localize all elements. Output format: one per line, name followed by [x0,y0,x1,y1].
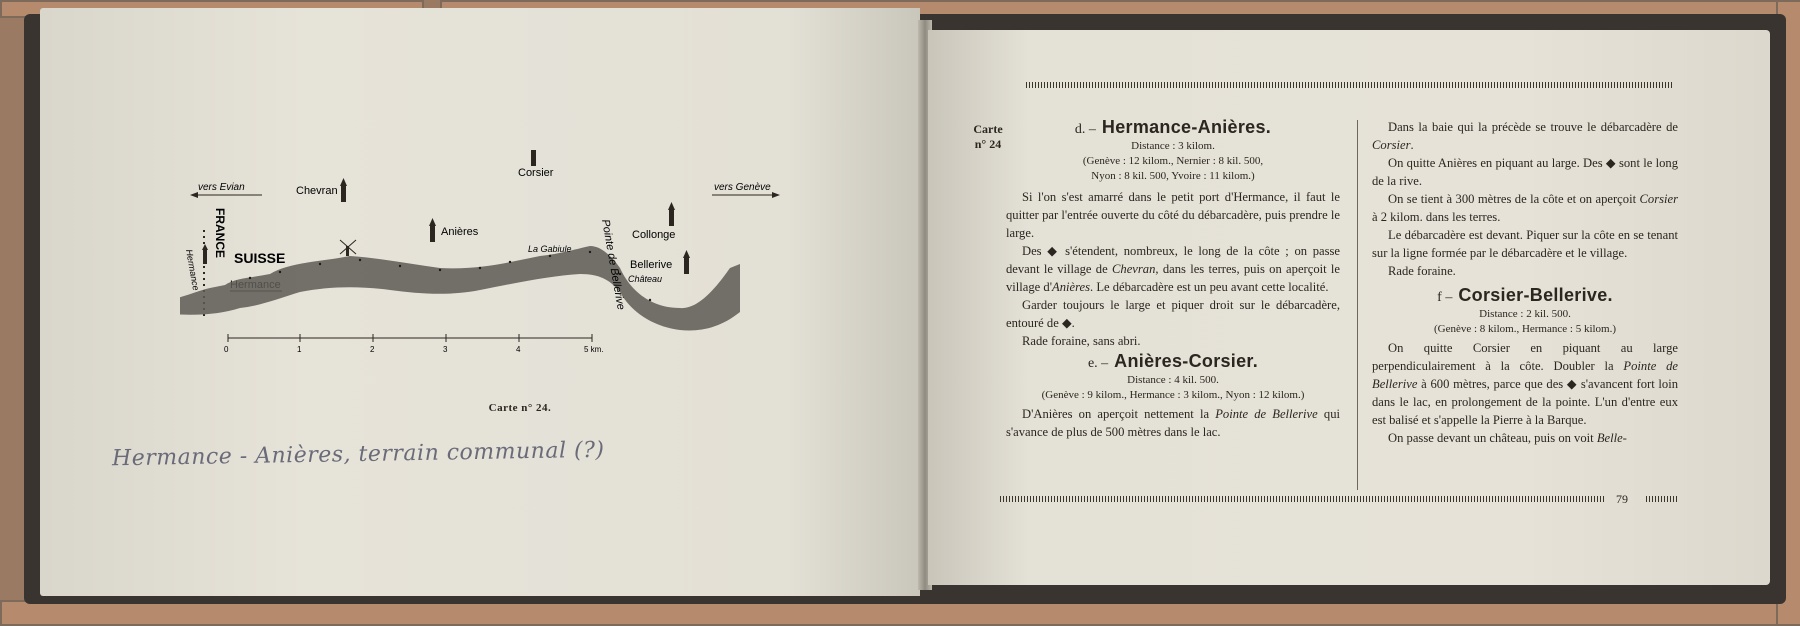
paragraph: On quitte Anières en piquant au large. Des ◆ sont le long de la rive. [1372,156,1678,188]
church-icon [202,244,208,264]
label-france: FRANCE [213,208,227,258]
label-bellerive: Bellerive [630,259,673,271]
scale-bar [224,334,604,354]
column-left [1006,118,1340,441]
label-anieres: Anières [441,226,479,238]
section-d-from: Nyon : 8 kil. 500, Yvoire : 11 kilom.) [1091,170,1255,182]
arrow-vers-geneve [712,182,780,198]
scale-tick: 4 [516,345,521,354]
section-e-letter: e. – [1087,356,1109,371]
label-vers-evian: vers Evian [198,182,245,193]
scale-tick: 1 [297,345,302,354]
paragraph: Le débarcadère est devant. Piquer sur la côte en se tenant sur la ligne formée par le débarcadère et le village. [1372,228,1678,260]
scale-tick: 2 [370,345,375,354]
carte-label [968,122,1008,152]
map-caption: Carte n° 24. [488,402,552,414]
handwritten-note: Hermance - Anières, terrain communal (?) [111,437,605,472]
paragraph: Dans la baie qui la précède se trouve le débarcadère de Corsier. [1372,120,1678,152]
section-e-from: (Genève : 9 kilom., Hermance : 3 kilom., Nyon : 12 kilom.) [1041,389,1305,401]
paragraph: Garder toujours le large et piquer droit sur le débarcadère, entouré de ◆. [1006,298,1340,330]
section-f-heading [1372,286,1678,307]
section-d-from: (Genève : 12 kilom., Nernier : 8 kil. 500, [1082,155,1264,167]
paragraph: On passe devant un château, puis on voit Belle- [1388,431,1627,445]
top-rule [1026,82,1674,88]
label-collonge: Collonge [632,229,676,241]
column-right [1372,118,1678,447]
church-icon [668,202,675,226]
section-f-title: Corsier-Bellerive. [1458,285,1613,305]
section-e-distance: Distance : 4 kil. 500. [1127,374,1219,386]
paragraph: Des ◆ s'étendent, nombreux, le long de la côte ; on passe devant le village de Chevran, dans les terres, puis on aperçoit le village d'Anières. Le débarcadère est un peu avant cette localité. [1006,244,1340,294]
church-icon [683,250,690,274]
scale-tick: 0 [224,345,229,354]
label-hermance-border: Hermance [184,248,202,292]
section-d-distance: Distance : 3 kilom. [1131,140,1215,152]
section-d-title: Hermance-Anières. [1101,117,1272,137]
paragraph: On se tient à 300 mètres de la côte et on aperçoit Corsier à 2 kilom. dans les terres. [1372,192,1678,224]
section-f-letter: f – [1437,290,1453,305]
church-icon [340,178,347,202]
section-f-distance: Distance : 2 kil. 500. [1479,308,1571,320]
label-chateau: Château [628,274,663,284]
label-pointe-bellerive: Pointe de Bellerive [599,218,627,311]
label-suisse: SUISSE [234,250,286,266]
bottom-rule [1000,496,1604,502]
paragraph: On quitte Corsier en piquant au large perpendiculairement à la côte. Doubler la Pointe de Bellerive à 600 mètres, parce que des ◆ s'avancent fort loin dans le lac, en prolongement de la pointe. L'un d'entre eux est balisé et s'appelle la Pierre à la Barque. [1372,341,1678,427]
carte-label-line: Carte [973,122,1003,136]
column-divider [1357,120,1358,490]
carte-label-line: n° 24 [974,137,1002,151]
church-icon [530,150,537,166]
section-e-title: Anières-Corsier. [1114,351,1259,371]
paragraph: Rade foraine. [1388,264,1456,278]
label-corsier: Corsier [518,167,554,179]
scale-tick: 5 km. [584,345,604,354]
paragraph: Rade foraine, sans abri. [1022,334,1141,348]
paragraph: D'Anières on aperçoit nettement la Pointe de Bellerive qui s'avance de plus de 500 mètres dans le lac. [1006,407,1340,439]
arrow-vers-evian [190,182,262,198]
label-vers-geneve: vers Genève [714,182,771,193]
section-d-letter: d. – [1074,122,1096,137]
bottom-rule-end [1646,496,1678,502]
map-carte-24 [180,150,840,420]
page-number: 79 [1616,492,1628,506]
label-la-gabiule: La Gabiule [528,244,572,254]
scale-tick: 3 [443,345,448,354]
section-e-heading [1006,352,1340,373]
windmill-icon [340,240,356,256]
section-d-heading [1006,118,1340,139]
church-icon [429,218,436,242]
paragraph: Si l'on s'est amarré dans le petit port d'Hermance, il faut le quitter par l'entrée ouverte du côté du débarcadère, puis prendre le large. [1006,190,1340,240]
section-f-from: (Genève : 8 kilom., Hermance : 5 kilom.) [1433,323,1617,335]
label-chevran: Chevran [296,185,338,197]
